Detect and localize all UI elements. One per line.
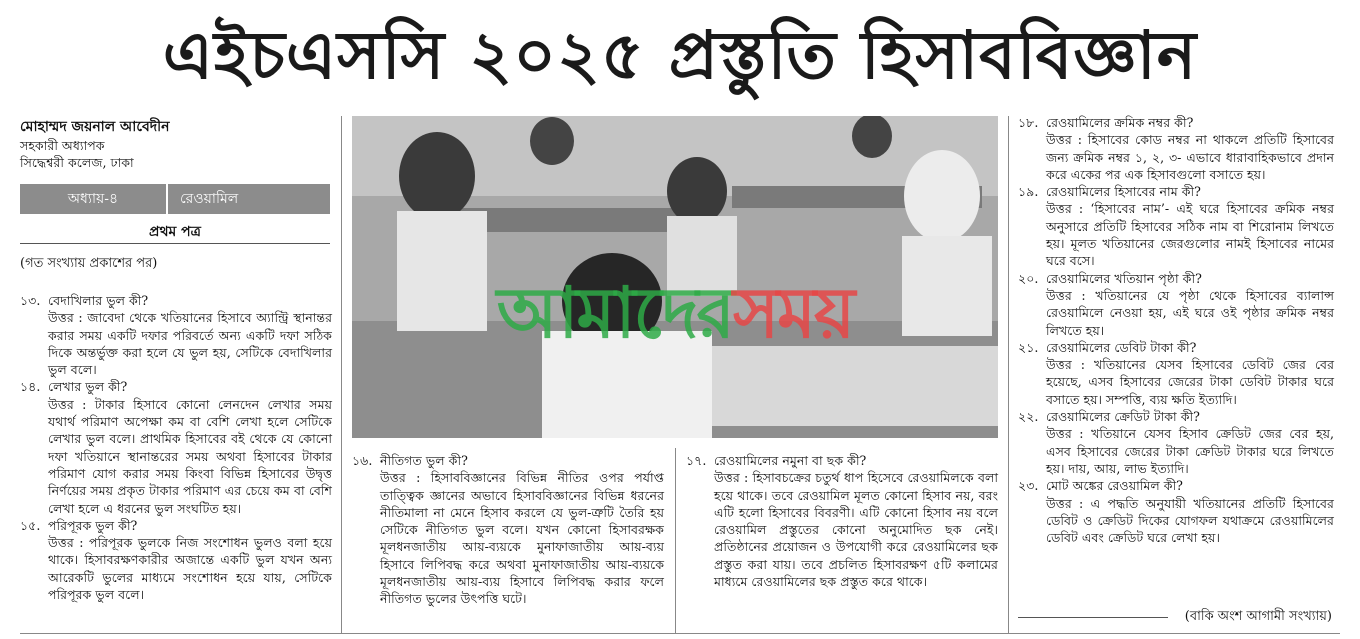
question-text: মোট অঙ্কের রেওয়ামিল কী?: [1046, 478, 1183, 494]
question-text: রেওয়ামিলের খতিয়ান পৃষ্ঠা কী?: [1046, 270, 1202, 286]
watermark-part-1: আমাদের: [496, 272, 733, 354]
question-13: [20, 292, 332, 378]
question-number: ২০.: [1018, 270, 1039, 286]
answer-text: উত্তর : জাবেদা থেকে খতিয়ানের হিসাবে অ্যান্ট্রি স্থানান্তর করার সময় একটি দফার পরিবর্তে অন্য একটি দফা সঠিক দিকে অন্তর্ভুক্ত করা হলে যে ভুল হয়, সেটিকে বেদাখিলার ভুল বলে।: [48, 310, 332, 378]
question-number: ২১.: [1018, 339, 1039, 355]
answer-text: উত্তর : টাকার হিসাবে কোনো লেনদেন লেখার সময় যথার্থ পরিমাণ অপেক্ষা কম বা বেশি লেখা হলে সেটিকে লেখার ভুল বলে। প্রাথমিক হিসাবের বই থেকে যে কোনো দফা খতিয়ানে স্থানান্তরের সময় অথবা হিসাবের টাকার পরিমাণ যোগ করার সময় কিংবা বিভিন্ন হিসাবের উদ্বৃত্ত নির্ণয়ের সময় প্রকৃত টাকার পরিমাণ এর চেয়ে কম বা বেশি লেখা হলে এ ধরনের ভুল সংঘটিত হয়।: [48, 396, 332, 516]
question-number: ১৫.: [20, 517, 41, 533]
question-15: [20, 517, 332, 603]
answer-text: উত্তর : এ পদ্ধতি অনুযায়ী খতিয়ানের প্রতিটি হিসাবের ডেবিট ও ক্রেডিট দিকের যোগফল যথাক্রমে রেওয়ামিলের ডেবিট এবং ক্রেডিট ঘরে লেখা হয়।: [1046, 495, 1334, 546]
question-number: ১৯.: [1018, 184, 1039, 200]
question-text: পরিপূরক ভুল কী?: [48, 517, 138, 533]
continued-rule: [1018, 617, 1168, 618]
chapter-title: রেওয়ামিল: [180, 191, 239, 207]
answer-text: উত্তর : হিসাববিজ্ঞানের বিভিন্ন নীতির ওপর পর্যাপ্ত তাত্ত্বিক জ্ঞানের অভাবে হিসাববিজ্ঞানের বিভিন্ন ধরনের নীতিমালা না মেনে হিসাব করলে যে ভুল-ত্রুটি তৈরি হয় সেটিকে নীতিগত ভুল বলে। যখন কোনো হিসাবরক্ষক মূলধনজাতীয় আয়-ব্যয়কে মুনাফাজাতীয় আয়-ব্যয় হিসাবে লিপিবদ্ধ করে অথবা মুনাফাজাতীয় আয়-ব্যয়কে মূলধনজাতীয় আয়-ব্যয় হিসাবে লিপিবদ্ধ করার ফলে নীতিগত ভুলের উৎপত্তি ঘটে।: [380, 470, 664, 607]
author-block: [20, 118, 332, 171]
answer-text: উত্তর : খতিয়ানের যেসব হিসাবের ডেবিট জের বের হয়েছে, এসব হিসাবের জেরের টাকা ডেবিট টাকার ঘরে বসাতে হয়। সম্পত্তি, ব্যয় ক্ষতি ইত্যাদি।: [1046, 357, 1334, 407]
question-number: ২২.: [1018, 409, 1039, 425]
question-text: রেওয়ামিলের ডেবিট টাকা কী?: [1046, 339, 1197, 355]
column-4: [1018, 114, 1334, 546]
question-number: ১৮.: [1018, 115, 1039, 130]
headline: এইচএসসি ২০২৫ প্রস্তুতি হিসাববিজ্ঞান: [162, 17, 1198, 94]
question-number: ১৭.: [686, 453, 707, 468]
watermark-logo: [352, 268, 998, 358]
answer-text: উত্তর : পরিপূরক ভুলকে নিজ সংশোধন ভুলও বলা হয়ে থাকে। হিসাবরক্ষণকারীর অজান্তে একটি ভুল যখন অন্য আরেকটি ভুলের মাধ্যমে সংশোধন হয়ে যায়, সেটিকে পরিপূরক ভুল বলে।: [48, 535, 332, 603]
column-2: [352, 452, 664, 608]
question-number: ২৩.: [1018, 478, 1039, 494]
answer-text: উত্তর : ‘হিসাবের নাম’- এই ঘরে হিসাবের ক্রমিক নম্বর অনুসারে প্রতিটি হিসাবের সঠিক নাম বা শিরোনাম লিখতে হয়। মূলত খতিয়ানের জেরগুলোর নামই হিসাবের নামের ঘরে বসে।: [1046, 201, 1334, 269]
continued-note: (বাকি অংশ আগামী সংখ্যায়): [1184, 609, 1332, 624]
answer-text: উত্তর : খতিয়ানে যেসব হিসাব ক্রেডিট জের বের হয়, এসব হিসাবের জেরের টাকা ক্রেডিট টাকার ঘরে লিখতে হয়। দায়, আয়, লাভ ইত্যাদি।: [1046, 426, 1334, 476]
answer-text: উত্তর : খতিয়ানের যে পৃষ্ঠা থেকে হিসাবের ব্যালান্স রেওয়ামিলে নেওয়া হয়, এই ঘরে ওই পৃষ্ঠার ক্রমিক নম্বর লিখতে হয়।: [1046, 287, 1334, 338]
question-text: রেওয়ামিলের নমুনা বা ছক কী?: [714, 453, 867, 468]
author-designation: সহকারী অধ্যাপক: [20, 138, 105, 153]
chapter-label: অধ্যায়-৪: [20, 184, 168, 214]
question-text: রেওয়ামিলের ক্রেডিট টাকা কী?: [1046, 409, 1200, 425]
column-divider: [1008, 116, 1009, 633]
previous-note: (গত সংখ্যায় প্রকাশের পর): [20, 256, 158, 271]
question-22: [1018, 408, 1334, 477]
question-17: [686, 452, 998, 590]
answer-text: উত্তর : হিসাবের কোড নম্বর না থাকলে প্রতিটি হিসাবের জন্য ক্রমিক নম্বর ১, ২, ৩- এভাবে ধারাবাহিকভাবে প্রদান করে একের পর এক হিসাবগুলো বসাতে হয়।: [1046, 132, 1334, 182]
question-21: [1018, 339, 1334, 408]
answer-text: উত্তর : হিসাবচক্রের চতুর্থ ধাপ হিসেবে রেওয়ামিলকে বলা হয়ে থাকে। তবে রেওয়ামিল মূলত কোনো হিসাব নয়, বরং এটি হলো হিসাবের বিবরণী। এটি কোনো হিসাব নয় বলে রেওয়ামিল প্রস্তুতের কোনো অনুমোদিত ছক নেই। প্রতিষ্ঠানের প্রয়োজন ও উপযোগী করে রেওয়ামিলের ছক প্রস্তুত করা যায়। তবে প্রচলিত হিসাবরক্ষণ ৫টি কলামের মাধ্যমে রেওয়ামিলের ছক প্রস্তুত করে থাকে।: [714, 470, 998, 590]
question-text: রেওয়ামিলের হিসাবের নাম কী?: [1046, 184, 1201, 200]
question-23: [1018, 477, 1334, 546]
footer-rule: [20, 633, 1340, 634]
author-institution: সিদ্ধেশ্বরী কলেজ, ঢাকা: [20, 155, 134, 170]
question-text: রেওয়ামিলের ক্রমিক নম্বর কী?: [1046, 115, 1194, 130]
question-14: [20, 378, 332, 516]
question-16: [352, 452, 664, 608]
column-divider: [675, 448, 676, 633]
question-text: বেদাখিলার ভুল কী?: [48, 293, 149, 308]
question-19: [1018, 183, 1334, 269]
question-20: [1018, 270, 1334, 339]
question-number: ১৩.: [20, 293, 41, 308]
question-number: ১৬.: [352, 453, 373, 468]
author-name: মোহাম্মদ জয়নাল আবেদীন: [20, 119, 170, 135]
question-number: ১৪.: [20, 379, 41, 395]
question-text: লেখার ভুল কী?: [48, 379, 128, 395]
chapter-bar: [20, 184, 330, 214]
question-18: [1018, 114, 1334, 183]
watermark-part-2: সময়: [732, 272, 854, 354]
column-3: [686, 452, 998, 590]
column-1: [20, 292, 332, 603]
column-divider: [341, 116, 342, 633]
paper-label: প্রথম পত্র: [20, 221, 330, 244]
question-text: নীতিগত ভুল কী?: [380, 453, 468, 468]
